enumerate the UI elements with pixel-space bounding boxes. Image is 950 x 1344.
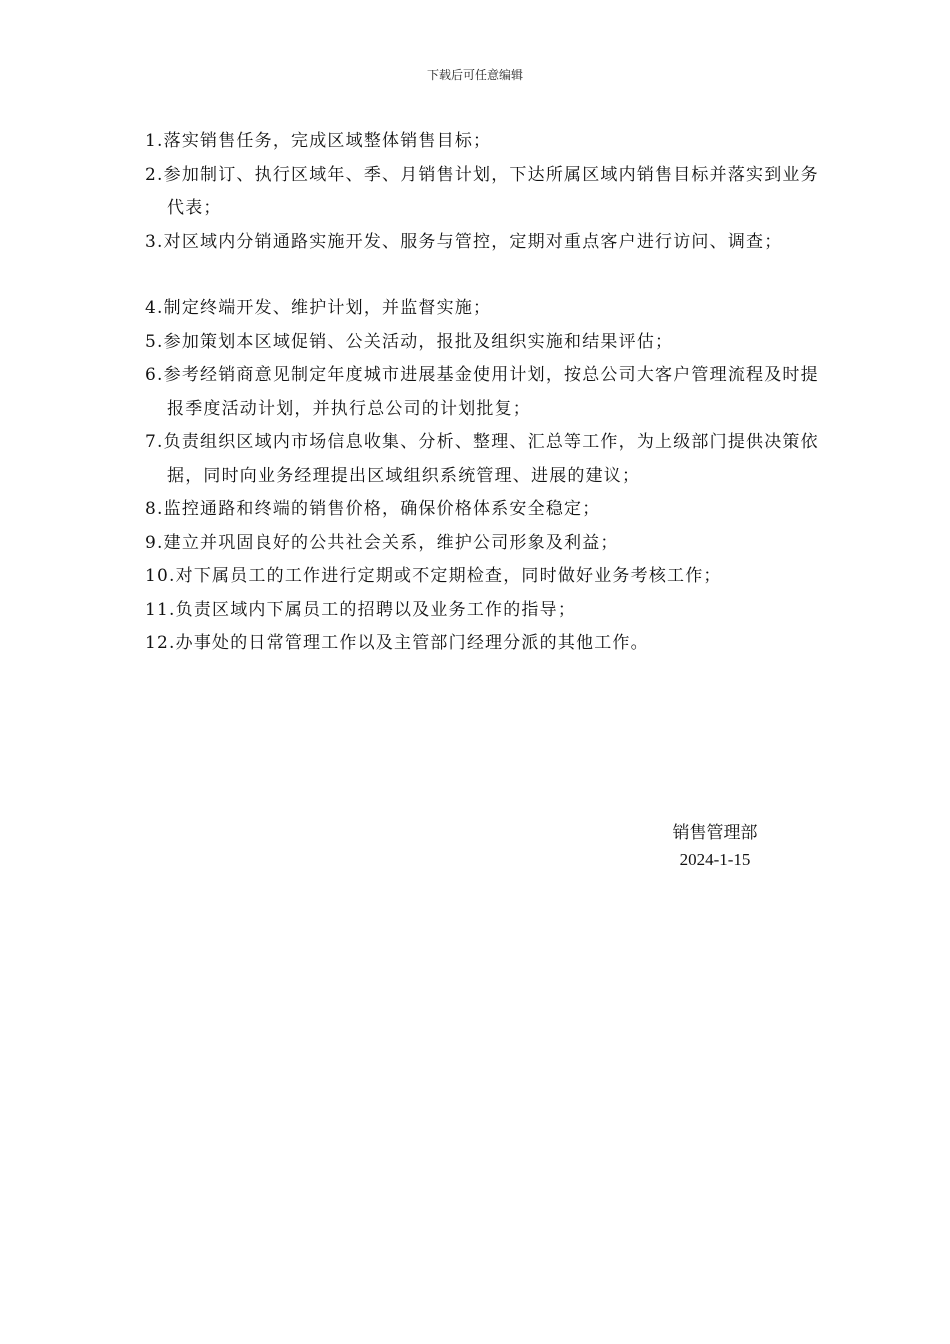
duty-item-4: 4.制定终端开发、维护计划，并监督实施； (145, 298, 492, 318)
duty-item-9: 9.建立并巩固良好的公共社会关系，维护公司形象及利益； (145, 532, 619, 553)
duty-item-8: 8.监控通路和终端的销售价格，确保价格体系安全稳定； (145, 499, 601, 519)
duty-item-3: 3.对区域内分销通路实施开发、服务与管控，定期对重点客户进行访问、调查； (145, 231, 783, 252)
duty-item-12: 12.办事处的日常管理工作以及主管部门经理分派的其他工作。 (145, 633, 649, 653)
duty-item-11: 11.负责区域内下属员工的招聘以及业务工作的指导； (145, 599, 577, 620)
duty-item-6: 6.参考经销商意见制定年度城市进展基金使用计划，按总公司大客户管理流程及时提报季度活动计划，并执行总公司的计划批复； (145, 365, 819, 419)
signature-department: 销售管理部 (672, 823, 758, 842)
duty-item-5: 5.参加策划本区域促销、公关活动，报批及组织实施和结果评估； (145, 331, 674, 352)
duty-item-2: 2.参加制订、执行区域年、季、月销售计划，下达所属区域内销售目标并落实到业务代表； (145, 164, 819, 218)
duty-list (145, 125, 825, 661)
duty-item-10: 10.对下属员工的工作进行定期或不定期检查，同时做好业务考核工作； (145, 566, 722, 586)
page-header-note: 下载后可任意编辑 (426, 68, 523, 82)
signature-date: 2024-1-15 (679, 850, 751, 869)
duty-item-7: 7.负责组织区域内市场信息收集、分析、整理、汇总等工作，为上级部门提供决策依据，同时向业务经理提出区域组织系统管理、进展的建议； (145, 432, 819, 486)
duty-item-1: 1.落实销售任务，完成区域整体销售目标； (145, 131, 492, 151)
